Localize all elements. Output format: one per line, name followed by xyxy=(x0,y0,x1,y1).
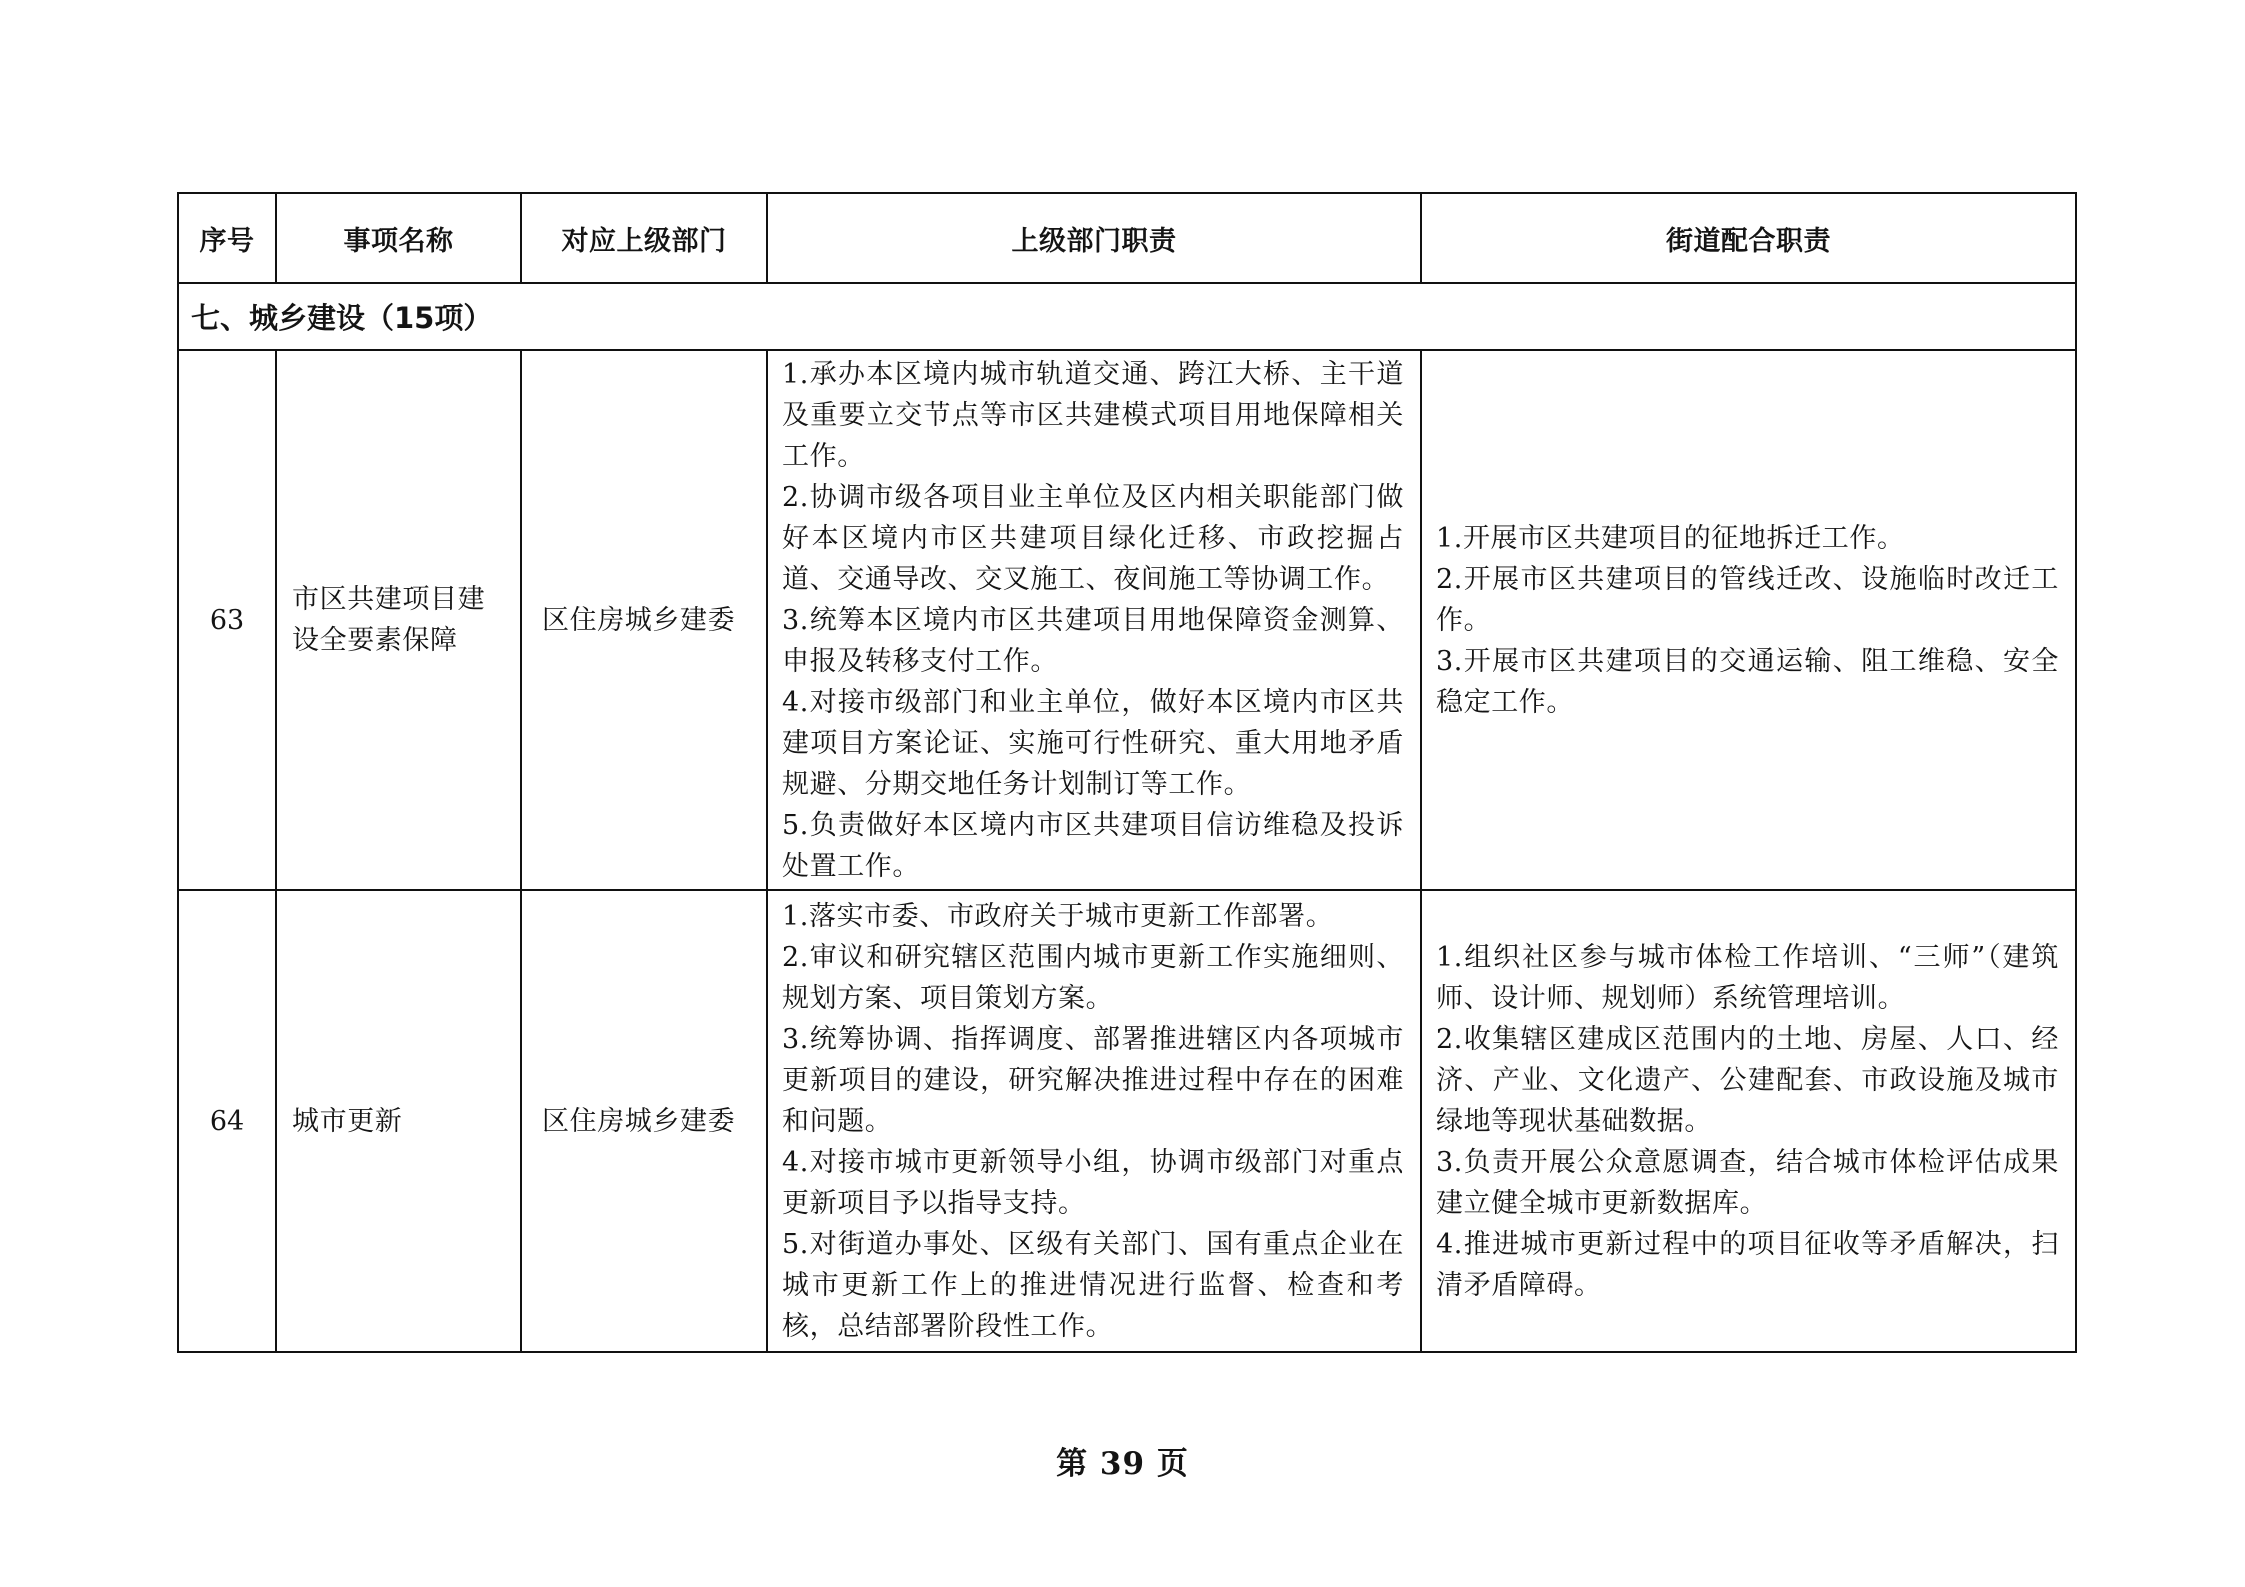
header-superior-department: 对应上级部门 xyxy=(521,193,767,283)
street-duty-item: 3.负责开展公众意愿调查，结合城市体检评估成果建立健全城市更新数据库。 xyxy=(1436,1146,2059,1219)
street-duty-item: 1.开展市区共建项目的征地拆迁工作。 xyxy=(1436,522,1905,554)
row-item-name: 城市更新 xyxy=(276,890,521,1352)
table-header-row xyxy=(178,193,2076,283)
header-serial-number: 序号 xyxy=(178,193,276,283)
street-duty-item: 1.组织社区参与城市体检工作培训、“三师”（建筑师、设计师、规划师）系统管理培训。 xyxy=(1436,941,2059,1014)
duty-item: 3.统筹本区境内市区共建项目用地保障资金测算、申报及转移支付工作。 xyxy=(782,604,1404,677)
section-row xyxy=(178,283,2076,350)
duty-item: 4.对接市级部门和业主单位，做好本区境内市区共建项目方案论证、实施可行性研究、重大用地矛盾规避、分期交地任务计划制订等工作。 xyxy=(782,686,1404,800)
header-superior-duties: 上级部门职责 xyxy=(767,193,1421,283)
table-row xyxy=(178,890,2076,1352)
row-serial-number: 63 xyxy=(178,350,276,890)
duty-item: 4.对接市城市更新领导小组，协调市级部门对重点更新项目予以指导支持。 xyxy=(782,1146,1404,1219)
row-serial-number: 64 xyxy=(178,890,276,1352)
row-superior-duties xyxy=(767,350,1421,890)
duty-item: 1.承办本区境内城市轨道交通、跨江大桥、主干道及重要立交节点等市区共建模式项目用地保障相关工作。 xyxy=(782,358,1404,472)
duty-item: 1.落实市委、市政府关于城市更新工作部署。 xyxy=(782,900,1334,932)
section-title: 七、城乡建设（15项） xyxy=(178,283,2076,350)
row-item-name: 市区共建项目建设全要素保障 xyxy=(276,350,521,890)
street-duty-item: 3.开展市区共建项目的交通运输、阻工维稳、安全稳定工作。 xyxy=(1436,645,2059,718)
street-duty-item: 2.开展市区共建项目的管线迁改、设施临时改迁工作。 xyxy=(1436,563,2059,636)
duty-item: 3.统筹协调、指挥调度、部署推进辖区内各项城市更新项目的建设，研究解决推进过程中存在的困难和问题。 xyxy=(782,1023,1404,1137)
row-superior-department: 区住房城乡建委 xyxy=(521,890,767,1352)
street-duty-item: 2.收集辖区建成区范围内的土地、房屋、人口、经济、产业、文化遗产、公建配套、市政设施及城市绿地等现状基础数据。 xyxy=(1436,1023,2059,1137)
row-street-duties xyxy=(1421,890,2076,1352)
responsibility-table xyxy=(177,192,2077,1353)
row-superior-department: 区住房城乡建委 xyxy=(521,350,767,890)
duty-item: 5.负责做好本区境内市区共建项目信访维稳及投诉处置工作。 xyxy=(782,809,1404,882)
page-number: 第 39 页 xyxy=(1056,1446,1189,1482)
duty-item: 5.对街道办事处、区级有关部门、国有重点企业在城市更新工作上的推进情况进行监督、检查和考核，总结部署阶段性工作。 xyxy=(782,1228,1404,1342)
duty-item: 2.审议和研究辖区范围内城市更新工作实施细则、规划方案、项目策划方案。 xyxy=(782,941,1404,1014)
header-item-name: 事项名称 xyxy=(276,193,521,283)
row-street-duties xyxy=(1421,350,2076,890)
duty-item: 2.协调市级各项目业主单位及区内相关职能部门做好本区境内市区共建项目绿化迁移、市政挖掘占道、交通导改、交叉施工、夜间施工等协调工作。 xyxy=(782,481,1404,595)
header-street-duties: 街道配合职责 xyxy=(1421,193,2076,283)
table-row xyxy=(178,350,2076,890)
street-duty-item: 4.推进城市更新过程中的项目征收等矛盾解决，扫清矛盾障碍。 xyxy=(1436,1228,2059,1301)
row-superior-duties xyxy=(767,890,1421,1352)
